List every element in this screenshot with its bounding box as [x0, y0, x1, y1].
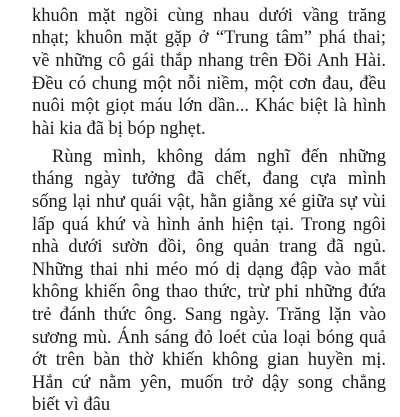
text-line: khuôn mặt ngồi cùng nhau dưới vầng trăng: [32, 5, 386, 26]
text-line: Những thai nhi méo mó dị dạng đập vào mắt: [32, 259, 386, 280]
text-line: Hắn cứ nằm yên, muốn trở dậy song chẳng: [32, 372, 386, 393]
text-line: nhà dưới sườn đồi, ông quản trang đã ngủ.: [32, 237, 386, 258]
text-line: không khiến ông thao thức, trừ phi những đứa: [32, 282, 386, 303]
text-line: về những cô gái thắp nhang trên Đồi Anh Hài.: [32, 50, 386, 71]
text-line: hài kia đã bị bóp nghẹt.: [32, 118, 206, 139]
text-line: sương mù. Ánh sáng đỏ loét của loại bóng quả: [32, 327, 386, 348]
text-line: nuôi một giọt máu lớn dần... Khác biệt là hình: [32, 96, 386, 117]
text-line: tháng ngày tưởng đã chết, đang cựa mình: [32, 169, 386, 190]
text-line: biết vì đâu: [32, 395, 111, 416]
text-line: sống lại như quái vật, hằn giằng xé giữa sự vùi: [32, 191, 386, 212]
text-line: Đều có chung một nỗi niềm, một cơn đau, đều: [32, 73, 386, 94]
text-line: ớt trên bàn thờ khiến không gian huyền mị.: [32, 350, 386, 371]
text-line: Rùng mình, không dám nghĩ đến những: [52, 146, 386, 167]
text-line: nhạt; khuôn mặt gặp ở “Trung tâm” phá thai;: [32, 28, 386, 49]
text-line: trẻ đánh thức ông. Sang ngày. Trăng lặn vào: [32, 304, 386, 325]
text-line: lấp quá khứ và hình ảnh hiện tại. Trong ngôi: [32, 214, 386, 235]
